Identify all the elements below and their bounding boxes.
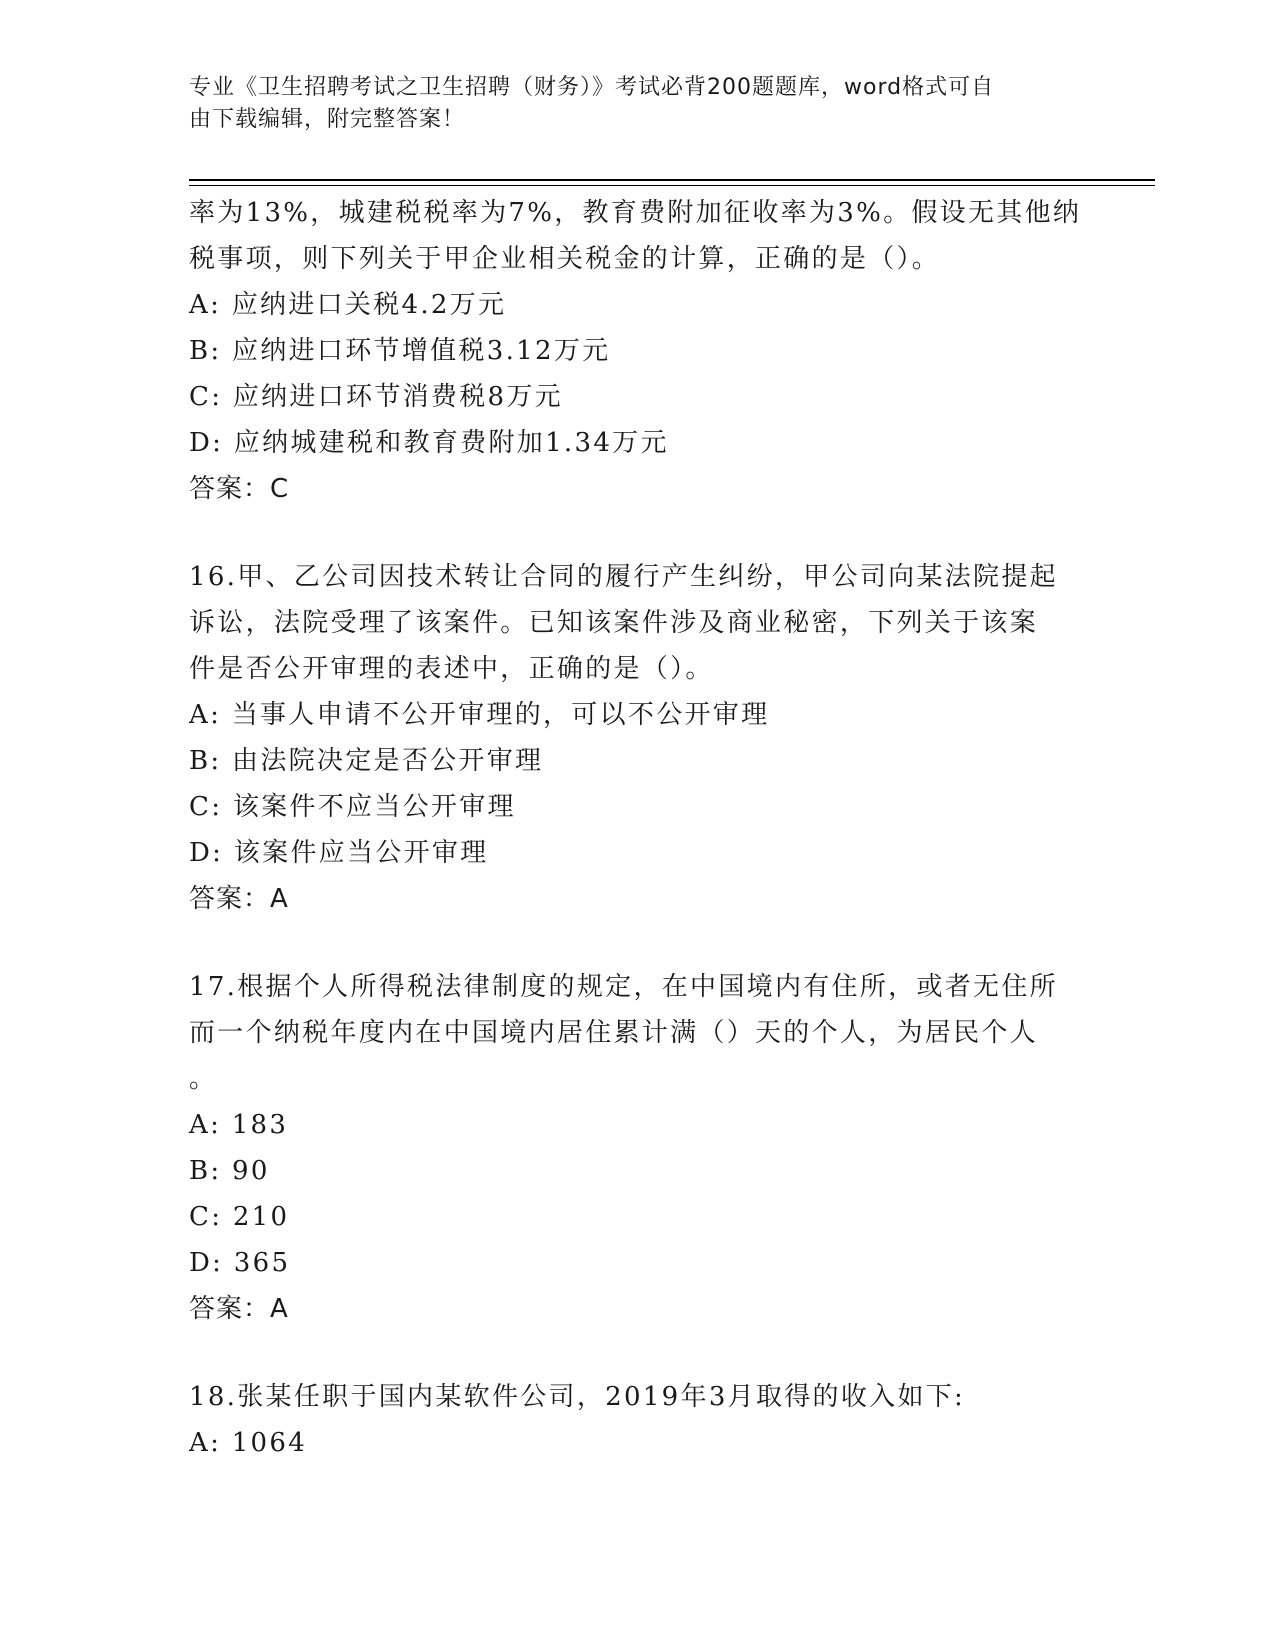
option-a: A: 应纳进口关税4.2万元	[189, 290, 507, 320]
question-text: 16.甲、乙公司因技术转让合同的履行产生纠纷，甲公司向某法院提起	[189, 562, 1058, 592]
option-d: D: 365	[189, 1248, 291, 1278]
option-c: C: 210	[189, 1202, 290, 1232]
question-text: 18.张某任职于国内某软件公司，2019年3月取得的收入如下:	[189, 1382, 966, 1412]
option-d: D: 应纳城建税和教育费附加1.34万元	[189, 428, 669, 458]
option-c: C: 该案件不应当公开审理	[189, 792, 516, 822]
option-a: A: 1064	[189, 1428, 308, 1458]
option-c: C: 应纳进口环节消费税8万元	[189, 382, 563, 412]
option-a: A: 当事人申请不公开审理的，可以不公开审理	[189, 700, 770, 730]
header-divider-thick	[189, 179, 1155, 181]
header-line-1: 专业《卫生招聘考试之卫生招聘（财务）》考试必背200题题库，word格式可自	[189, 75, 995, 100]
question-list	[189, 190, 1089, 1466]
document-header	[189, 72, 1069, 136]
question-16	[189, 554, 1089, 922]
question-text: 率为13%，城建税税率为7%，教育费附加征收率为3%。假设无其他纳	[189, 198, 1082, 228]
answer-label: 答案：A	[189, 884, 289, 914]
question-text: 诉讼，法院受理了该案件。已知该案件涉及商业秘密，下列关于该案	[189, 608, 1039, 638]
question-text: 而一个纳税年度内在中国境内居住累计满（）天的个人，为居民个人	[189, 1018, 1039, 1048]
option-b: B: 由法院决定是否公开审理	[189, 746, 544, 776]
answer-label: 答案：A	[189, 1294, 289, 1324]
question-text: 税事项，则下列关于甲企业相关税金的计算，正确的是（）。	[189, 244, 941, 274]
header-divider-thin	[189, 185, 1155, 186]
question-17	[189, 964, 1089, 1332]
option-a: A: 183	[189, 1110, 289, 1140]
question-18	[189, 1374, 1089, 1466]
option-b: B: 90	[189, 1156, 270, 1186]
option-b: B: 应纳进口环节增值税3.12万元	[189, 336, 611, 366]
header-line-2: 由下载编辑，附完整答案！	[189, 107, 466, 132]
option-d: D: 该案件应当公开审理	[189, 838, 489, 868]
question-text: 件是否公开审理的表述中，正确的是（）。	[189, 654, 714, 684]
question-text: 17.根据个人所得税法律制度的规定，在中国境内有住所，或者无住所	[189, 972, 1058, 1002]
question-text: 。	[189, 1064, 218, 1094]
answer-label: 答案：C	[189, 474, 290, 504]
question-15	[189, 190, 1089, 512]
